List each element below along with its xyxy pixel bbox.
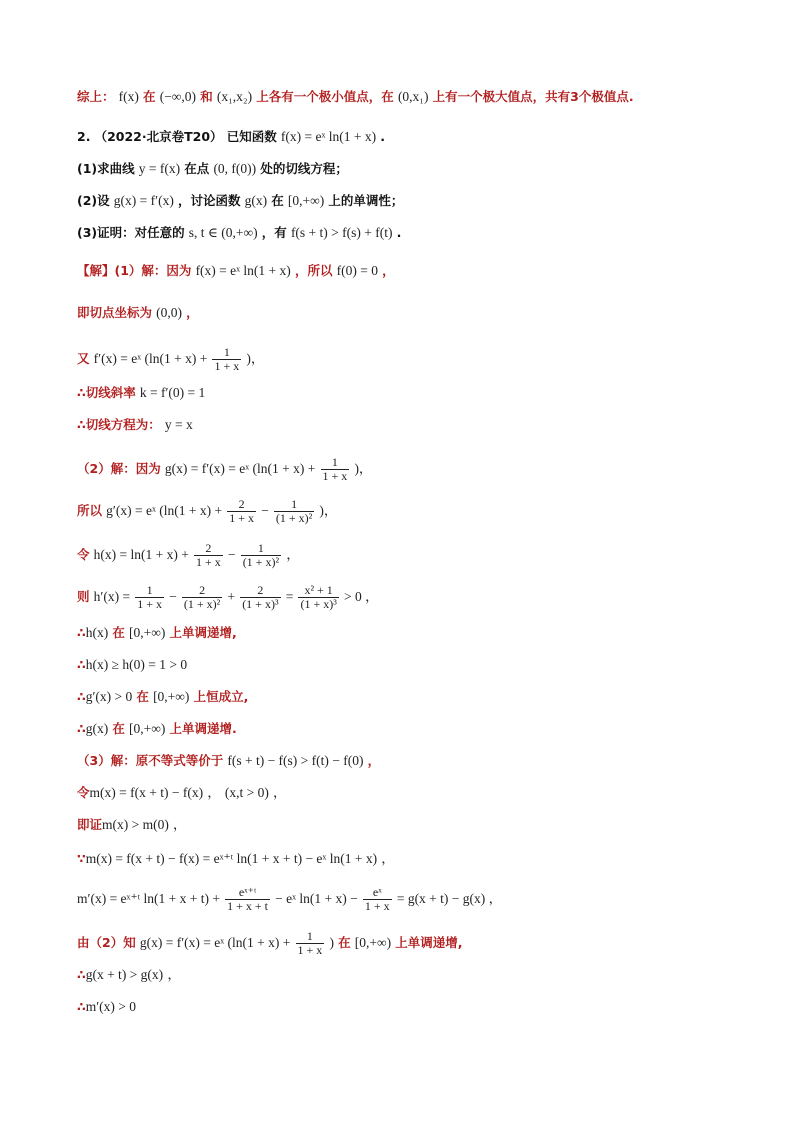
- math-op: ，: [381, 851, 395, 866]
- math-op: =: [285, 589, 294, 604]
- solution-step-12: [77, 688, 248, 707]
- math-expr: y = f(x): [138, 161, 181, 176]
- math-expr: g(x): [244, 193, 268, 208]
- therefore-symbol: ∴: [77, 657, 86, 672]
- math-expr: f(s + t) − f(s) > f(t) − f(0): [227, 753, 364, 768]
- math-expr: )，: [319, 503, 338, 518]
- math-expr: h′(x) =: [93, 589, 131, 604]
- math-op: −: [169, 589, 177, 604]
- text-segment: （3）解：原不等式等价于: [77, 753, 224, 768]
- text-segment: 即切点坐标为: [77, 305, 153, 320]
- math-interval: [0,+∞): [354, 935, 392, 950]
- question-3: [77, 224, 401, 243]
- solution-step-18: [77, 886, 502, 913]
- text-segment: 在: [338, 935, 351, 950]
- math-expr: g(x) = f′(x): [113, 193, 174, 208]
- question-label: (2): [77, 193, 98, 208]
- fraction: $\frac{2}{\text{(1 + x)²}}$: [183, 583, 221, 611]
- fraction: $\frac{1}{\text{(1 + x)²}}$: [242, 541, 280, 569]
- text-segment: 和: [200, 89, 213, 104]
- math-expr: h(x) = ln(1 + x) +: [93, 547, 189, 562]
- therefore-symbol: ∴: [77, 967, 86, 982]
- fraction: $\frac{1}{1 + x}$: [137, 583, 163, 611]
- text-segment: ，讨论函数: [177, 193, 241, 208]
- fraction: $\frac{1}{\text{(1 + x)²}}$: [275, 497, 313, 525]
- text-segment: ，: [186, 305, 199, 320]
- question-1: [77, 160, 348, 179]
- text-segment: 上的单调性；: [328, 193, 404, 208]
- math-expr: f(0) = 0: [336, 263, 378, 278]
- math-expr: m′(x) = eˣ⁺ᵗ ln(1 + x + t) +: [77, 891, 220, 906]
- math-interval: (0,x₁): [397, 89, 429, 104]
- solution-step-19: [77, 930, 462, 957]
- solution-step-3: [77, 346, 264, 373]
- fraction: $\frac{\text{eˣ⁺ᵗ}}{1 + x + t}$: [227, 885, 269, 913]
- solution-step-13: [77, 720, 237, 739]
- text-segment: 则: [77, 589, 90, 604]
- text-segment: 令: [77, 785, 90, 800]
- text-segment: 由（2）知: [77, 935, 136, 950]
- math-expr: ，: [286, 547, 300, 562]
- text-segment: 求曲线: [97, 161, 135, 176]
- text-segment: 上有一个极大值点，共有3个极值点.: [432, 89, 634, 104]
- solution-step-2: [77, 304, 199, 323]
- solution-step-11: [77, 656, 187, 675]
- math-expr: g(x) = f′(x) = eˣ (ln(1 + x) +: [139, 935, 291, 950]
- solution-step-16: [77, 816, 187, 835]
- text-segment: 上恒成立,: [193, 689, 249, 704]
- solution-step-4: [77, 384, 205, 403]
- solution-step-15: [77, 784, 286, 803]
- math-expr: f′(x) = eˣ (ln(1 + x) +: [93, 351, 208, 366]
- math-expr: (0, f(0)): [213, 161, 257, 176]
- solution-header: 【解】(1）解：因为: [77, 263, 192, 278]
- problem-intro: 已知函数: [226, 129, 277, 144]
- math-interval: [0,+∞): [129, 625, 166, 640]
- text-segment: ，: [382, 263, 395, 278]
- math-op: ，: [167, 967, 181, 982]
- math-op: −: [261, 503, 269, 518]
- therefore-symbol: ∴: [77, 999, 86, 1014]
- fraction: $\frac{1}{1 + x}$: [214, 345, 240, 373]
- solution-step-9: [77, 584, 379, 611]
- text-segment: 在: [143, 89, 156, 104]
- text-segment: 在点: [184, 161, 210, 176]
- text-segment: 上单调递增,: [395, 935, 463, 950]
- solution-step-5: [77, 416, 193, 435]
- math-op: +: [227, 589, 236, 604]
- fraction: $\frac{\text{x² + 1}}{\text{(1 + x)³}}$: [300, 583, 337, 611]
- solution-step-6: [77, 456, 372, 483]
- math-expr: − eˣ ln(1 + x) −: [275, 891, 358, 906]
- math-expr: m(x) > m(0): [102, 817, 169, 832]
- text-segment: ，所以: [294, 263, 333, 278]
- math-expr: (x,t > 0): [224, 785, 269, 800]
- math-expr: (0,0): [156, 305, 183, 320]
- summary-line: [77, 88, 634, 107]
- math-interval: (−∞,0): [159, 89, 197, 104]
- fraction: $\frac{1}{1 + x}$: [322, 455, 348, 483]
- text-segment: 上单调递增,: [169, 625, 237, 640]
- question-2: [77, 192, 403, 211]
- text-segment: （2）解：因为: [77, 461, 161, 476]
- math-expr: m(x) = f(x + t) − f(x) = eˣ⁺ᵗ ln(1 + x + t) − eˣ ln(1 + x): [85, 851, 378, 866]
- math-expr: m′(x) > 0: [85, 999, 137, 1014]
- solution-step-20: [77, 966, 181, 985]
- solution-step-17: [77, 850, 395, 869]
- therefore-symbol: ∴: [77, 689, 86, 704]
- math-op: ，: [272, 785, 287, 800]
- math-expr: f(s + t) > f(s) + f(t): [290, 225, 393, 240]
- text-segment: 令: [77, 547, 90, 562]
- text-segment: 所以: [77, 503, 103, 518]
- math-expr: = g(x + t) − g(x) ，: [396, 891, 503, 906]
- problem-source: （2022·北京卷T20）: [94, 129, 223, 144]
- text-segment: 上单调递增.: [169, 721, 237, 736]
- fraction: $\frac{\text{eˣ}}{1 + x}$: [364, 885, 390, 913]
- math-expr: )，: [246, 351, 265, 366]
- because-symbol: ∵: [77, 851, 86, 866]
- math-expr: s, t ∈ (0,+∞): [188, 225, 258, 240]
- solution-step-1: [77, 262, 395, 281]
- solution-step-8: [77, 542, 300, 569]
- math-expr: )，: [354, 461, 373, 476]
- problem-number: 2.: [77, 129, 91, 144]
- solution-step-21: [77, 998, 136, 1017]
- fraction: $\frac{1}{1 + x}$: [297, 929, 323, 957]
- math-expr: y = x: [164, 417, 193, 432]
- math-interval: [0,+∞): [153, 689, 190, 704]
- text-segment: 在: [112, 721, 125, 736]
- math-expr: g′(x) > 0: [85, 689, 133, 704]
- math-expr: f(x): [118, 89, 139, 104]
- math-expr: g(x + t) > g(x): [85, 967, 164, 982]
- summary-prefix: 综上：: [77, 89, 115, 104]
- text-segment: 在: [136, 689, 149, 704]
- math-expr: f(x) = eˣ ln(1 + x): [195, 263, 291, 278]
- therefore-symbol: ∴: [77, 721, 86, 736]
- math-expr: h(x) ≥ h(0) = 1 > 0: [85, 657, 188, 672]
- text-segment: 在: [271, 193, 284, 208]
- text-segment: .: [396, 225, 402, 240]
- question-label: (3): [77, 225, 98, 240]
- math-interval: (x₁,x₂): [216, 89, 253, 104]
- math-expr: g(x) = f′(x) = eˣ (ln(1 + x) +: [164, 461, 316, 476]
- text-segment: ∴切线方程为：: [77, 417, 161, 432]
- text-segment: 处的切线方程；: [260, 161, 348, 176]
- math-interval: [0,+∞): [129, 721, 166, 736]
- math-op: ): [329, 935, 334, 950]
- math-expr: > 0 ，: [343, 589, 379, 604]
- text-segment: ，: [367, 753, 381, 768]
- text-segment: 证明：对任意的: [97, 225, 185, 240]
- fraction: $\frac{2}{1 + x}$: [196, 541, 221, 569]
- fraction: $\frac{2}{\text{(1 + x)³}}$: [242, 583, 279, 611]
- math-expr: g(x): [85, 721, 109, 736]
- math-expr: h(x): [85, 625, 109, 640]
- math-expr: m(x) = f(x + t) − f(x): [89, 785, 204, 800]
- solution-step-10: [77, 624, 237, 643]
- solution-step-7: [77, 498, 337, 525]
- text-segment: 设: [97, 193, 110, 208]
- math-op: ，: [173, 817, 187, 832]
- text-segment: ∴切线斜率: [77, 385, 136, 400]
- math-expr: k = f′(0) = 1: [139, 385, 206, 400]
- math-expr: g′(x) = eˣ (ln(1 + x) +: [106, 503, 223, 518]
- math-op: −: [227, 547, 236, 562]
- math-interval: [0,+∞): [287, 193, 325, 208]
- therefore-symbol: ∴: [77, 625, 86, 640]
- solution-step-14: [77, 752, 380, 771]
- math-op: ，: [207, 785, 221, 800]
- fraction: $\frac{2}{1 + x}$: [229, 497, 254, 525]
- text-segment: 在: [112, 625, 125, 640]
- text-segment: 即证: [77, 817, 103, 832]
- question-label: (1): [77, 161, 98, 176]
- math-expr: f(x) = eˣ ln(1 + x): [280, 129, 377, 144]
- text-segment: ，有: [261, 225, 287, 240]
- problem-title: [77, 128, 385, 147]
- text-segment: 又: [77, 351, 90, 366]
- text-segment: .: [380, 129, 385, 144]
- text-segment: 上各有一个极小值点，在: [256, 89, 394, 104]
